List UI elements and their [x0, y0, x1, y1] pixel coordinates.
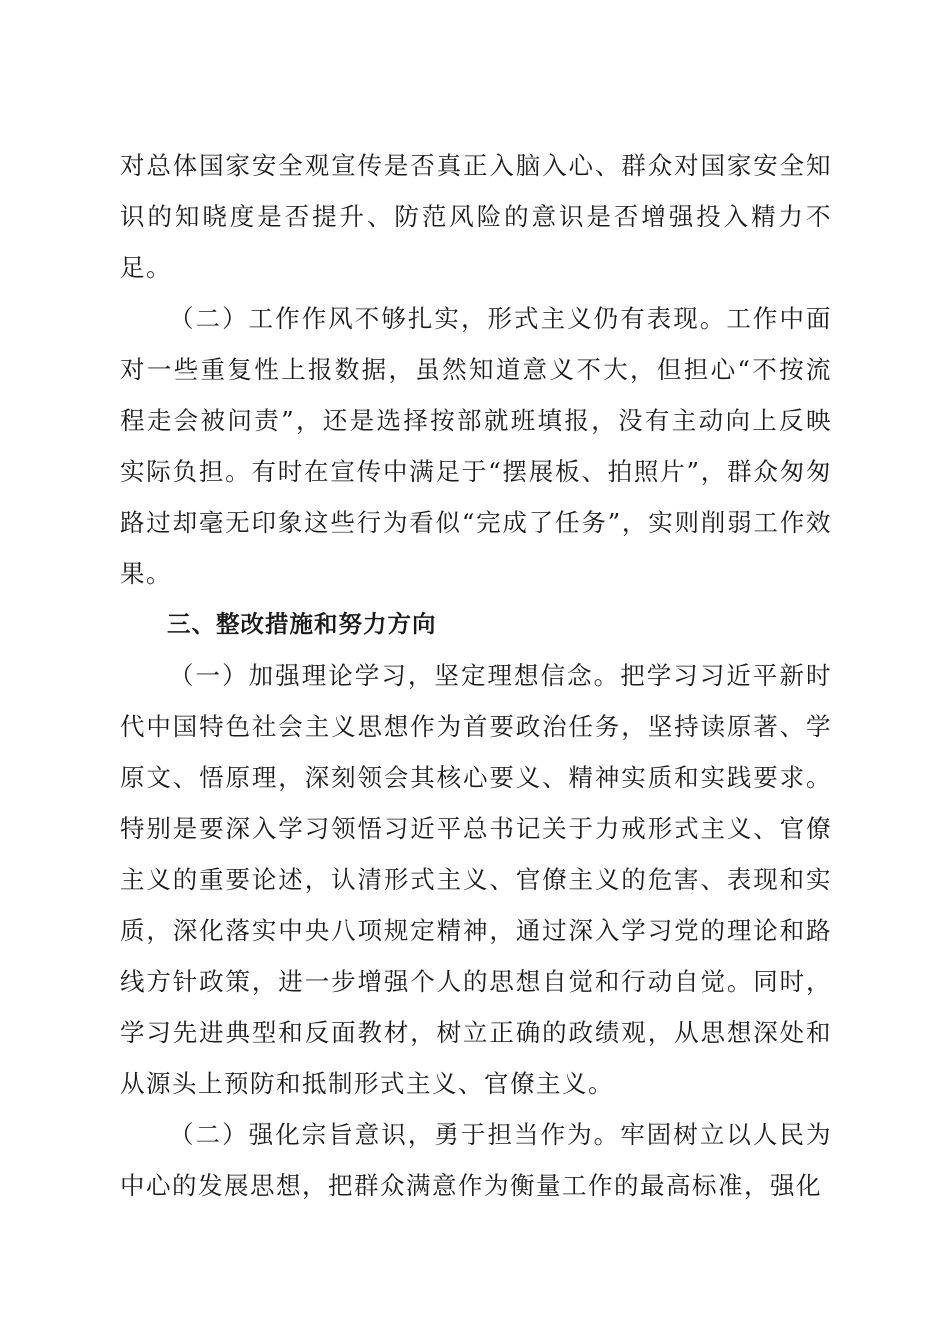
paragraph-lead: （一）加强理论学习，坚定理想信念。 [169, 661, 621, 690]
document-page [120, 140, 832, 1211]
paragraph-text: 对总体国家安全观宣传是否真正入脑入心、群众对国家安全知识的知晓度是否提升、防范风险的意识是否增强投入精力不足。 [120, 151, 832, 282]
paragraph-text: 牢固树立以人民为中心的发展思想，把群众满意作为衡量工作的最高标准，强化 [120, 1120, 833, 1200]
paragraph-continued [120, 140, 832, 293]
section-heading: 三、整改措施和努力方向 [167, 610, 437, 638]
paragraph-theory-study [120, 650, 832, 1109]
paragraph-lead: （二）工作作风不够扎实，形式主义仍有表现。 [169, 304, 727, 333]
paragraph-text: 工作中面对一些重复性上报数据，虽然知道意义不大，但担心“不按流程走会被问责”，还是选择按部就班填报，没有主动向上反映实际负担。有时在宣传中满足于“摆展板、拍照片”，群众匆匆路过却毫无印象这些行为看似“完成了任务”，实则削弱工作效果。 [120, 304, 832, 588]
paragraph-lead: （二）强化宗旨意识，勇于担当作为。 [169, 1120, 621, 1149]
paragraph-text: 把学习习近平新时代中国特色社会主义思想作为首要政治任务，坚持读原著、学原文、悟原理，深刻领会其核心要义、精神实质和实践要求。特别是要深入学习领悟习近平总书记关于力戒形式主义、官僚主义的重要论述，认清形式主义、官僚主义的危害、表现和实质，深化落实中央八项规定精神，通过深入学习党的理论和路线方针政策，进一步增强个人的思想自觉和行动自觉。同时，学习先进典型和反面教材，树立正确的政绩观，从思想深处和从源头上预防和抵制形式主义、官僚主义。 [120, 661, 833, 1098]
paragraph-purpose-awareness [120, 1109, 832, 1211]
paragraph-work-style [120, 293, 832, 599]
